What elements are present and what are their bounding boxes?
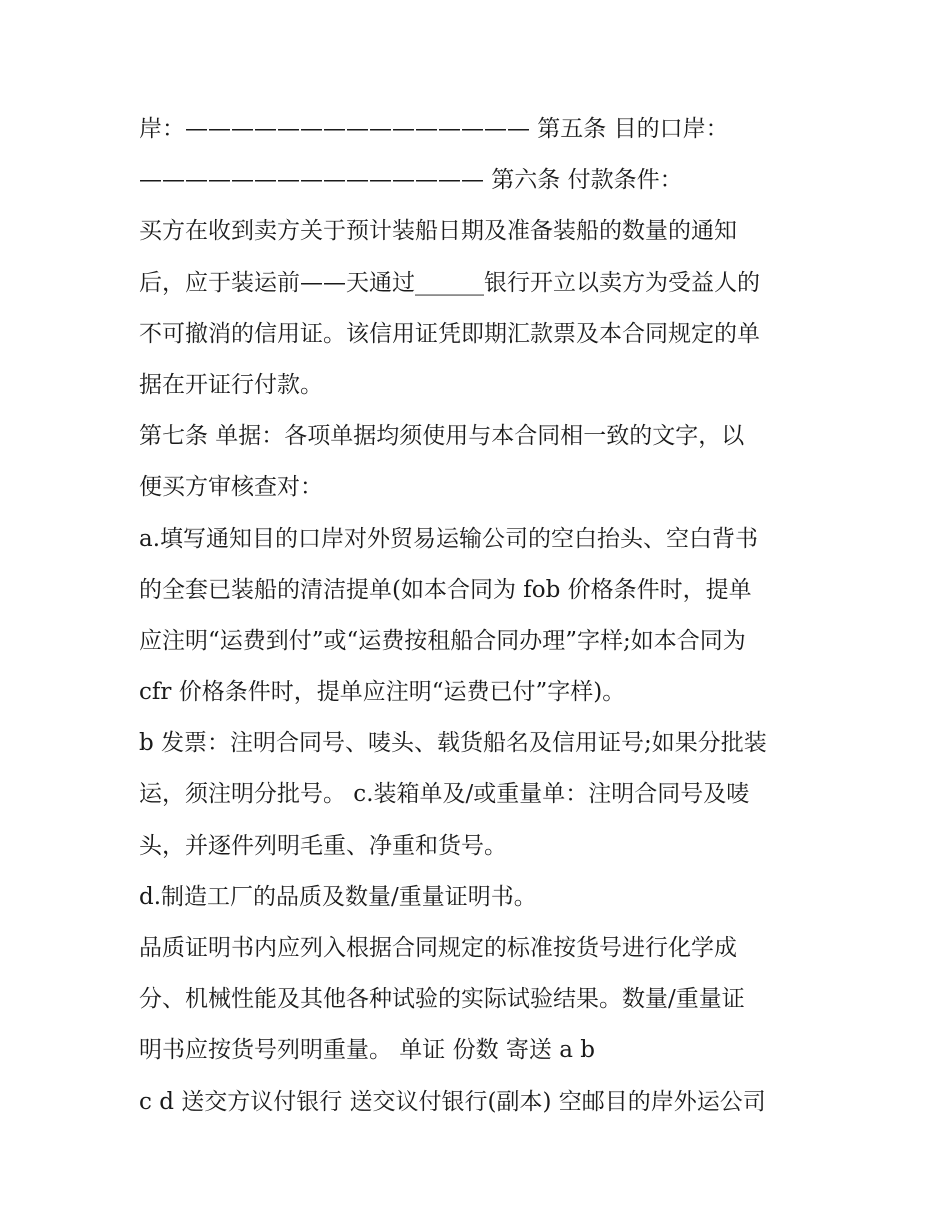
text-line: ——————————————— 第六条 付款条件： [139,167,683,194]
text-line: 后，应于装运前——天通过______银行开立以卖方为受益人的 [139,269,760,296]
text-line: 应注明“运费到付”或“运费按租船合同办理”字样;如本合同为 [139,627,746,654]
text-line: 运，须注明分批号。 c.装箱单及/或重量单：注明合同号及唛 [139,781,750,808]
text-line: 品质证明书内应列入根据合同规定的标准按货号进行化学成 [139,935,737,961]
contract-text [139,104,819,1128]
text-line: cfr 价格条件时，提单应注明“运费已付”字样)。 [139,679,626,706]
text-line: 不可撤消的信用证。该信用证凭即期汇款票及本合同规定的单 [139,320,760,347]
text-line: d.制造工厂的品质及数量/重量证明书。 [139,883,537,910]
text-line: 分、机械性能及其他各种试验的实际试验结果。数量/重量证 [139,986,745,1013]
text-line: a.填写通知目的口岸对外贸易运输公司的空白抬头、空白背书 [139,525,759,552]
text-line: 买方在收到卖方关于预计装船日期及准备装船的数量的通知 [139,218,737,245]
text-line: 明书应按货号列明重量。 单证 份数 寄送 a b [139,1037,595,1064]
text-line: 第七条 单据：各项单据均须使用与本合同相一致的文字，以 [139,423,745,450]
text-line: 据在开证行付款。 [139,371,323,398]
text-line: b 发票：注明合同号、唛头、载货船名及信用证号;如果分批装 [139,730,767,757]
text-line: 岸：——————————————— 第五条 目的口岸： [139,116,729,142]
text-line: c d 送交方议付银行 送交议付银行(副本) 空邮目的岸外运公司 [139,1088,766,1115]
text-line: 头，并逐件列明毛重、净重和货号。 [139,832,507,859]
text-line: 的全套已装船的清洁提单(如本合同为 fob 价格条件时，提单 [139,576,752,603]
text-line: 便买方审核查对： [139,474,323,501]
